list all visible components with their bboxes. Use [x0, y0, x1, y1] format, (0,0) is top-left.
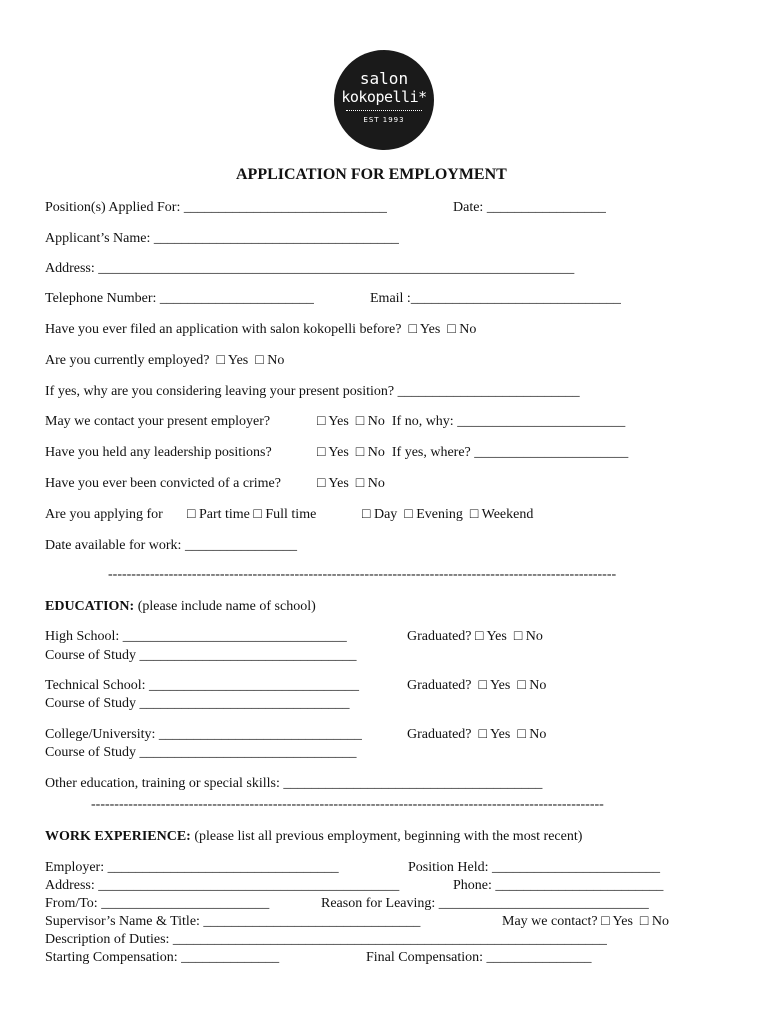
from-to-field[interactable]: From/To: ________________________ [45, 896, 270, 911]
final-compensation-field[interactable]: Final Compensation: _______________ [366, 950, 592, 965]
section-separator: ------------------------------------------------------------------------------------------------------------- [108, 567, 617, 582]
telephone-field[interactable]: Telephone Number: ______________________ [45, 291, 314, 306]
page-title: APPLICATION FOR EMPLOYMENT [236, 166, 507, 183]
education-heading-label: EDUCATION: [45, 599, 135, 614]
duties-field[interactable]: Description of Duties: ______________________________________________________________ [45, 932, 607, 947]
work-address-field[interactable]: Address: ___________________________________________ [45, 878, 400, 893]
work-heading-label: WORK EXPERIENCE: [45, 829, 191, 844]
technical-course-field[interactable]: Course of Study ______________________________ [45, 696, 350, 711]
other-education-field[interactable]: Other education, training or special skills: _____________________________________ [45, 776, 543, 791]
starting-compensation-field[interactable]: Starting Compensation: ______________ [45, 950, 280, 965]
college-course-field[interactable]: Course of Study _______________________________ [45, 745, 357, 760]
contact-employer-answer[interactable]: □ Yes □ No If no, why: ________________________ [317, 414, 626, 429]
education-heading-note: (please include name of school) [134, 599, 316, 614]
date-field[interactable]: Date: _________________ [453, 200, 606, 215]
high-school-course-field[interactable]: Course of Study _______________________________ [45, 648, 357, 663]
leaving-reason-field[interactable]: If yes, why are you considering leaving your present position? __________________________ [45, 384, 580, 399]
convicted-answer[interactable]: □ Yes □ No [317, 476, 385, 491]
college-graduated[interactable]: Graduated? □ Yes □ No [407, 727, 547, 742]
reason-leaving-field[interactable]: Reason for Leaving: ______________________________ [321, 896, 649, 911]
college-field[interactable]: College/University: _____________________________ [45, 727, 362, 742]
supervisor-field[interactable]: Supervisor’s Name & Title: _______________________________ [45, 914, 421, 929]
logo-line-kokopelli: kokopelli* [341, 88, 427, 106]
work-experience-heading [45, 828, 582, 846]
high-school-graduated[interactable]: Graduated? □ Yes □ No [407, 629, 543, 644]
date-available-field[interactable]: Date available for work: ________________ [45, 538, 297, 553]
education-heading [45, 598, 316, 616]
applying-type-options[interactable]: □ Part time □ Full time [187, 507, 317, 522]
work-heading-note: (please list all previous employment, beginning with the most recent) [190, 829, 583, 844]
position-applied-field[interactable]: Position(s) Applied For: _____________________________ [45, 200, 387, 215]
logo-established: EST 1993 [363, 116, 405, 124]
contact-employer-question: May we contact your present employer? [45, 414, 271, 429]
logo-dotted-rule [346, 110, 422, 111]
filed-before-question[interactable]: Have you ever filed an application with salon kokopelli before? □ Yes □ No [45, 322, 477, 337]
applying-shift-options[interactable]: □ Day □ Evening □ Weekend [362, 507, 534, 522]
section-separator: -------------------------------------------------------------------------------------------------------------- [91, 797, 604, 812]
technical-school-field[interactable]: Technical School: ______________________________ [45, 678, 359, 693]
applying-for-label: Are you applying for [45, 507, 163, 522]
leadership-question: Have you held any leadership positions? [45, 445, 272, 460]
high-school-field[interactable]: High School: ________________________________ [45, 629, 347, 644]
employer-field[interactable]: Employer: _________________________________ [45, 860, 339, 875]
convicted-question: Have you ever been convicted of a crime? [45, 476, 281, 491]
salon-logo [334, 50, 434, 150]
address-field[interactable]: Address: ____________________________________________________________________ [45, 261, 575, 276]
leadership-answer[interactable]: □ Yes □ No If yes, where? ______________________ [317, 445, 629, 460]
email-field[interactable]: Email :______________________________ [370, 291, 621, 306]
currently-employed-question[interactable]: Are you currently employed? □ Yes □ No [45, 353, 285, 368]
applicant-name-field[interactable]: Applicant’s Name: ___________________________________ [45, 231, 399, 246]
may-contact-options[interactable]: May we contact? □ Yes □ No [502, 914, 669, 929]
technical-school-graduated[interactable]: Graduated? □ Yes □ No [407, 678, 547, 693]
logo-line-salon: salon [359, 69, 409, 88]
phone-field[interactable]: Phone: ________________________ [453, 878, 664, 893]
position-held-field[interactable]: Position Held: ________________________ [408, 860, 661, 875]
